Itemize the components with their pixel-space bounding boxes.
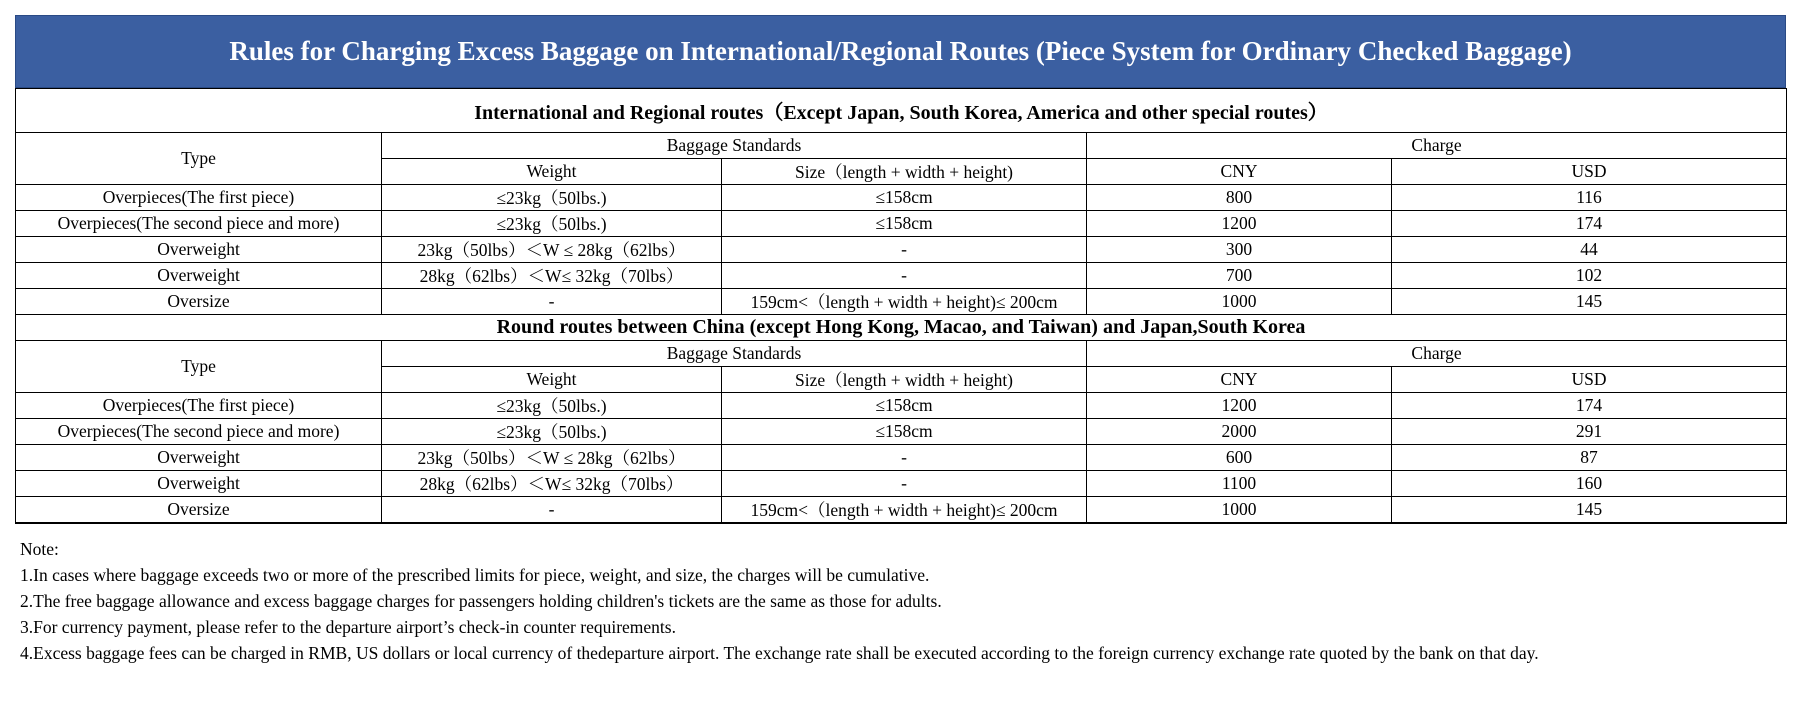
weight-header: Weight xyxy=(382,367,722,393)
header-row xyxy=(16,133,1787,159)
cell-weight: ≤23kg（50lbs.) xyxy=(382,185,722,211)
cell-usd: 116 xyxy=(1392,185,1787,211)
cell-type: Overpieces(The first piece) xyxy=(16,393,382,419)
header-row xyxy=(16,341,1787,367)
cell-usd: 145 xyxy=(1392,497,1787,524)
note-item: 1.In cases where baggage exceeds two or more of the prescribed limits for piece, weight, and size, the charges will be cumulative. xyxy=(20,565,930,585)
table-row xyxy=(16,263,1787,289)
cny-header: CNY xyxy=(1087,159,1392,185)
cell-type: Oversize xyxy=(16,289,382,315)
usd-header: USD xyxy=(1392,367,1787,393)
cell-weight: - xyxy=(382,497,722,524)
type-header: Type xyxy=(16,341,382,393)
cell-type: Overpieces(The first piece) xyxy=(16,185,382,211)
cell-weight: 28kg（62lbs）＜W≤ 32kg（70lbs） xyxy=(382,471,722,497)
section-title: International and Regional routes（Except Japan, South Korea, America and other special routes） xyxy=(16,89,1787,133)
table-row xyxy=(16,185,1787,211)
cell-size: - xyxy=(722,471,1087,497)
cell-weight: ≤23kg（50lbs.) xyxy=(382,393,722,419)
weight-header: Weight xyxy=(382,159,722,185)
baggage-rules-document xyxy=(15,15,1786,666)
table-row xyxy=(16,237,1787,263)
cell-cny: 300 xyxy=(1087,237,1392,263)
cell-weight: - xyxy=(382,289,722,315)
cell-cny: 700 xyxy=(1087,263,1392,289)
section-title-row xyxy=(16,89,1787,133)
cell-size: ≤158cm xyxy=(722,419,1087,445)
cell-type: Overweight xyxy=(16,263,382,289)
table-row xyxy=(16,497,1787,524)
notes-heading: Note: xyxy=(20,539,59,559)
table-row xyxy=(16,445,1787,471)
cell-weight: 28kg（62lbs）＜W≤ 32kg（70lbs） xyxy=(382,263,722,289)
cell-type: Overweight xyxy=(16,471,382,497)
document-title: Rules for Charging Excess Baggage on International/Regional Routes (Piece System for Ordinary Checked Baggage) xyxy=(15,15,1786,88)
cell-size: ≤158cm xyxy=(722,393,1087,419)
cell-type: Oversize xyxy=(16,497,382,524)
cell-cny: 1100 xyxy=(1087,471,1392,497)
cell-weight: 23kg（50lbs）＜W ≤ 28kg（62lbs） xyxy=(382,445,722,471)
cell-size: - xyxy=(722,263,1087,289)
note-item: 4.Excess baggage fees can be charged in RMB, US dollars or local currency of thedeparture airport. The exchange rate shall be executed according to the foreign currency exchange rate quoted by the bank on that day. xyxy=(20,643,1539,663)
size-header: Size（length + width + height) xyxy=(722,367,1087,393)
table-row xyxy=(16,419,1787,445)
cell-weight: 23kg（50lbs）＜W ≤ 28kg（62lbs） xyxy=(382,237,722,263)
usd-header: USD xyxy=(1392,159,1787,185)
table-row xyxy=(16,289,1787,315)
baggage-standards-header: Baggage Standards xyxy=(382,133,1087,159)
baggage-standards-header: Baggage Standards xyxy=(382,341,1087,367)
cell-size: - xyxy=(722,445,1087,471)
cell-type: Overpieces(The second piece and more) xyxy=(16,211,382,237)
cell-usd: 160 xyxy=(1392,471,1787,497)
cell-size: ≤158cm xyxy=(722,211,1087,237)
cell-cny: 1200 xyxy=(1087,393,1392,419)
cell-usd: 87 xyxy=(1392,445,1787,471)
cell-usd: 174 xyxy=(1392,393,1787,419)
cell-type: Overweight xyxy=(16,445,382,471)
cny-header: CNY xyxy=(1087,367,1392,393)
cell-weight: ≤23kg（50lbs.) xyxy=(382,419,722,445)
table-row xyxy=(16,471,1787,497)
cell-cny: 800 xyxy=(1087,185,1392,211)
cell-cny: 1000 xyxy=(1087,497,1392,524)
table-row xyxy=(16,393,1787,419)
cell-usd: 102 xyxy=(1392,263,1787,289)
notes-block xyxy=(15,524,1786,666)
cell-weight: ≤23kg（50lbs.) xyxy=(382,211,722,237)
charge-header: Charge xyxy=(1087,133,1787,159)
cell-usd: 174 xyxy=(1392,211,1787,237)
cell-usd: 291 xyxy=(1392,419,1787,445)
type-header: Type xyxy=(16,133,382,185)
cell-cny: 1200 xyxy=(1087,211,1392,237)
size-header: Size（length + width + height) xyxy=(722,159,1087,185)
cell-size: 159cm<（length + width + height)≤ 200cm xyxy=(722,497,1087,524)
note-item: 3.For currency payment, please refer to the departure airport’s check-in counter requirements. xyxy=(20,617,676,637)
cell-size: - xyxy=(722,237,1087,263)
cell-usd: 44 xyxy=(1392,237,1787,263)
section-title-row xyxy=(16,315,1787,341)
cell-type: Overpieces(The second piece and more) xyxy=(16,419,382,445)
charge-header: Charge xyxy=(1087,341,1787,367)
cell-type: Overweight xyxy=(16,237,382,263)
cell-size: 159cm<（length + width + height)≤ 200cm xyxy=(722,289,1087,315)
cell-size: ≤158cm xyxy=(722,185,1087,211)
cell-cny: 600 xyxy=(1087,445,1392,471)
cell-cny: 1000 xyxy=(1087,289,1392,315)
cell-usd: 145 xyxy=(1392,289,1787,315)
note-item: 2.The free baggage allowance and excess baggage charges for passengers holding children's tickets are the same as those for adults. xyxy=(20,591,942,611)
cell-cny: 2000 xyxy=(1087,419,1392,445)
table-row xyxy=(16,211,1787,237)
baggage-charge-table xyxy=(15,88,1787,524)
section-title: Round routes between China (except Hong Kong, Macao, and Taiwan) and Japan,South Korea xyxy=(16,315,1787,341)
